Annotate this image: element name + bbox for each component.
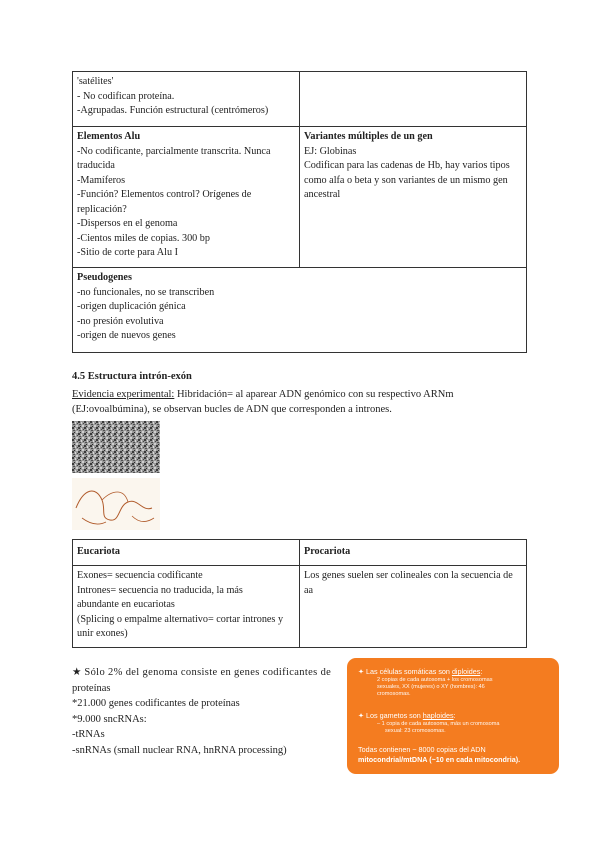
genome-line-4: -tRNAs	[72, 729, 105, 740]
prokaryote-cell	[300, 566, 527, 648]
gamete-sub-2: sexual: 23 cromosomas.	[385, 728, 446, 734]
alu-line-2: traducida	[77, 160, 115, 171]
loop-diagram-image	[72, 478, 160, 530]
euk-line-3: abundante en eucariotas	[77, 599, 175, 610]
genome-line-1b: proteínas	[72, 682, 111, 694]
genome-line-1a: Sólo 2% del genoma consiste en genes codificantes de	[81, 667, 332, 678]
ploidy-info-box	[347, 658, 559, 774]
prokaryote-title: Procariota	[304, 546, 351, 558]
eukaryote-header	[73, 540, 300, 566]
pro-line-1: Los genes suelen ser colineales con la secuencia de	[304, 570, 513, 581]
genome-line-5: -snRNAs (small nuclear RNA, hnRNA processing)	[72, 744, 287, 756]
haploid-word: haploides	[422, 711, 454, 720]
somatic-colon: :	[480, 667, 483, 676]
gamete-colon: :	[453, 711, 456, 720]
euk-prok-table	[72, 539, 527, 648]
alu-line-5: replicación?	[77, 203, 127, 215]
section-text-2: (EJ:ovoalbúmina), se observan bucles de ADN que corresponden a intrones.	[72, 404, 392, 415]
genome-line-2: *21.000 genes codificantes de proteínas	[72, 698, 240, 709]
somatic-line	[358, 667, 482, 676]
variants-cell	[300, 127, 527, 268]
pseudogenes-line-1: -no funcionales, no se transcriben	[77, 286, 215, 298]
variants-line-2: Codifican para las cadenas de Hb, hay varios tipos	[304, 160, 510, 171]
somatic-title: Las células somáticas son	[366, 667, 452, 676]
euk-line-1: Exones= secuencia codificante	[77, 570, 203, 581]
alu-cell	[73, 127, 300, 268]
section-text-1: Hibridación= al aparear ADN genómico con su respectivo ARNm	[174, 389, 454, 400]
evidence-label: Evidencia experimental:	[72, 389, 175, 400]
somatic-sub-1: 2 copias de cada autosoma + los cromosomas	[377, 677, 493, 683]
satellites-line-3: -Agrupadas. Función estructural (centrómeros)	[77, 105, 269, 116]
section-paragraph	[72, 387, 527, 417]
pro-line-2: aa	[304, 584, 314, 596]
gamete-sub-1: – 1 copia de cada autosoma, más un cromosoma	[377, 721, 500, 727]
pseudogenes-title: Pseudogenes	[77, 272, 132, 283]
repetitive-dna-table	[72, 71, 527, 353]
pseudogenes-line-4: -origen de nuevos genes	[77, 330, 176, 341]
gamete-title: Los gametos son	[366, 711, 423, 720]
bullet-icon: ✦	[358, 711, 365, 720]
satellites-cell	[73, 72, 300, 127]
diploid-word: diploides	[451, 667, 481, 676]
prokaryote-header	[300, 540, 527, 566]
gamete-line	[358, 711, 456, 720]
alu-line-6: -Dispersos en el genoma	[77, 218, 178, 229]
satellites-line-2: - No codifican proteína.	[77, 90, 175, 102]
star-icon: ★	[72, 667, 82, 678]
variants-line-1: EJ: Globinas	[304, 145, 357, 157]
alu-line-3: -Mamíferos	[77, 174, 126, 186]
euk-line-5: unir exones)	[77, 628, 128, 639]
satellites-line-1: 'satélites'	[77, 76, 114, 87]
bullet-icon: ✦	[358, 667, 365, 676]
eukaryote-title: Eucariota	[77, 546, 121, 558]
variants-title: Variantes múltiples de un gen	[304, 131, 433, 142]
section-heading: 4.5 Estructura intrón-exón	[72, 371, 192, 382]
euk-line-4: (Splicing o empalme alternativo= cortar intrones y	[77, 613, 284, 625]
pseudogenes-cell	[73, 268, 527, 353]
alu-line-1: -No codificante, parcialmente transcrita. Nunca	[77, 145, 271, 157]
empty-cell	[300, 72, 527, 127]
alu-line-7: -Cientos miles de copias. 300 bp	[77, 232, 210, 244]
alu-line-8: -Sitio de corte para Alu I	[77, 247, 178, 258]
pseudogenes-line-2: -origen duplicación génica	[77, 301, 186, 312]
variants-line-4: ancestral	[304, 189, 341, 200]
micrograph-image	[72, 421, 160, 473]
mtdna-line-1: Todas contienen ~ 8000 copias del ADN	[358, 745, 486, 754]
genome-line-3: *9.000 sncRNAs:	[72, 713, 147, 725]
somatic-sub-2: sexuales, XX (mujeres) o XY (hombres): 46	[377, 684, 485, 690]
mtdna-line-2: mitocondrial/mtDNA (~10 en cada mitocondria).	[358, 755, 521, 764]
genome-notes	[72, 665, 340, 758]
pseudogenes-line-3: -no presión evolutiva	[77, 315, 164, 327]
eukaryote-cell	[73, 566, 300, 648]
variants-line-3: como alfa o beta y son variantes de un mismo gen	[304, 174, 508, 186]
alu-title: Elementos Alu	[77, 131, 141, 142]
euk-line-2: Intrones= secuencia no traducida, la más	[77, 584, 243, 596]
alu-line-4: -Función? Elementos control? Orígenes de	[77, 189, 252, 200]
somatic-sub-3: cromosomas.	[377, 691, 411, 697]
